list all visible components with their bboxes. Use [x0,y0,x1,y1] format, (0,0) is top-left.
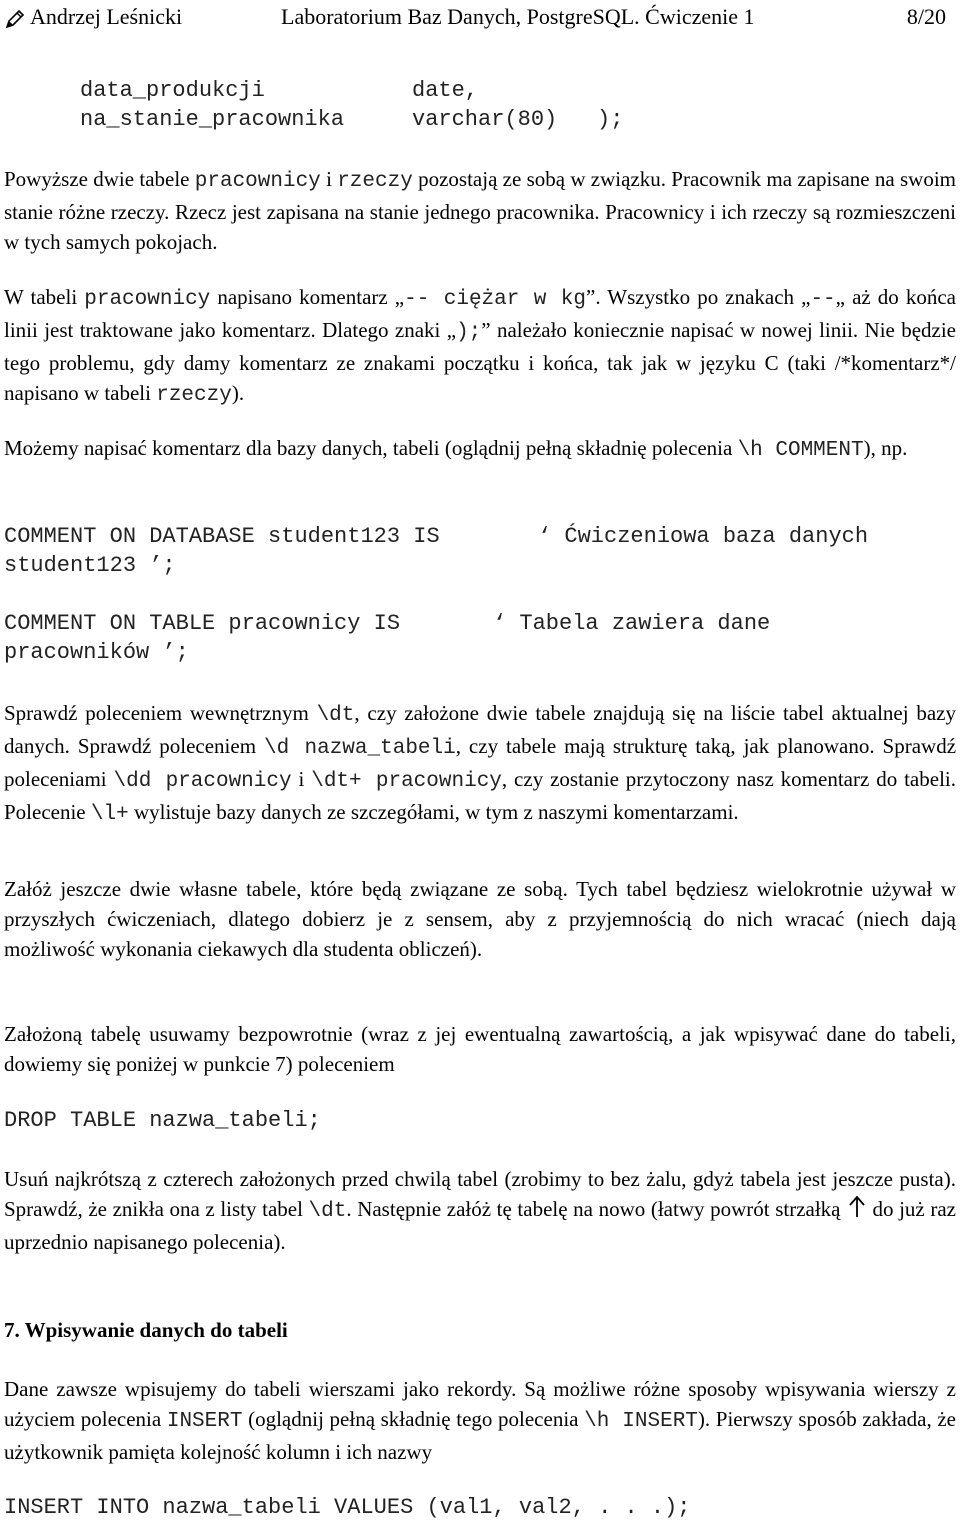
section-heading: 7. Wpisywanie danych do tabeli [4,1318,288,1342]
code-line: ‘ Ćwiczeniowa baza danych [538,524,869,549]
code-line: ); [597,107,624,132]
paragraph-drop-intro: Założoną tabelę usuwamy bezpowrotnie (wraz z jej ewentualną zawartością, a jak wpisywać dane do tabeli, dowiemy się poniżej w punkcie 7) poleceniem [4,1022,956,1076]
paragraph-own-tables: Załóż jeszcze dwie własne tabele, które będą związane ze sobą. Tych tabel będziesz wielokrotnie używał w przyszłych ćwiczeniach, dlatego dobierz je z sensem, aby z przyjemnością do nich wracać (niech dają możliwość wykonania ciekawych dla studenta obliczeń). [4,877,956,961]
code-line: student123 ’; [4,553,176,578]
code-line: ‘ Tabela zawiera dane [493,611,771,636]
paragraph-comment-syntax: W tabeli pracownicy napisano komentarz „-- ciężar w kg”. Wszystko po znakach „--„ aż do końca linii jest traktowane jako komentarz. Dlatego znaki „);” należało koniecznie napisać w nowej linii. Nie będzie tego problemu, gdy damy komentarz ze znakami początku i końca, tak jak w języku C (taki /*komentarz*/ napisano w tabeli rzeczy). [4,285,957,407]
code-line: na_stanie_pracownika [80,107,345,132]
code-insert: INSERT INTO nazwa_tabeli VALUES (val1, val2, . . .); [4,1495,691,1520]
code-line: varchar(80) [412,107,558,132]
paragraph-comment-intro: Możemy napisać komentarz dla bazy danych, tabeli (oglądnij pełną składnię polecenia \h COMMENT), np. [4,436,908,462]
paragraph-relations: Powyższe dwie tabele pracownicy i rzeczy pozostają ze sobą w związku. Pracownik ma zapisane na swoim stanie różne rzeczy. Rzecz jest zapisana na stanie jednego pracownika. Pracownicy i ich rzeczy są rozmieszczeni w tych samych pokojach. [4,167,956,254]
code-line: COMMENT ON DATABASE student123 IS [4,524,440,549]
page-number: 8/20 [906,4,946,29]
code-line: data_produkcji [80,78,265,103]
code-line: date, [412,78,479,103]
pencil-icon [4,2,26,32]
header-title: Laboratorium Baz Danych, PostgreSQL. Ćwiczenie 1 [281,4,755,29]
paragraph-check-commands: Sprawdź poleceniem wewnętrznym \dt, czy założone dwie tabele znajdują się na liście tabel aktualnej bazy danych. Sprawdź poleceniem \d nazwa_tabeli, czy tabele mają strukturę taką, jak planowano. Sprawdź poleceniami \dd pracownicy i \dt+ pracownicy, czy zostanie przytoczony nasz komentarz do tabeli. Polecenie \l+ wylistuje bazy danych ze szczegółami, w tym z naszymi komentarzami. [4,701,957,826]
paragraph-drop-exercise: Usuń najkrótszą z czterech założonych przed chwilą tabel (zrobimy to bez żalu, gdyż tabela jest jeszcze pusta). Sprawdź, że znikła ona z listy tabel \dt. Następnie załóż tę tabelę na nowo (łatwy powrót strzałką do już raz uprzednio napisanego polecenia). [4,1167,956,1254]
code-line: COMMENT ON TABLE pracownicy IS [4,611,401,636]
code-line: pracowników ’; [4,640,189,665]
paragraph-insert-intro: Dane zawsze wpisujemy do tabeli wierszami jako rekordy. Są możliwe różne sposoby wpisywania wierszy z użyciem polecenia INSERT (oglądnij pełną składnię tego polecenia \h INSERT). Pierwszy sposób zakłada, że użytkownik pamięta kolejność kolumn i ich nazwy [4,1377,956,1464]
page-header [4,2,944,32]
code-drop-table: DROP TABLE nazwa_tabeli; [4,1108,321,1133]
header-author: Andrzej Leśnicki [30,4,183,29]
up-arrow-icon [847,1195,867,1219]
